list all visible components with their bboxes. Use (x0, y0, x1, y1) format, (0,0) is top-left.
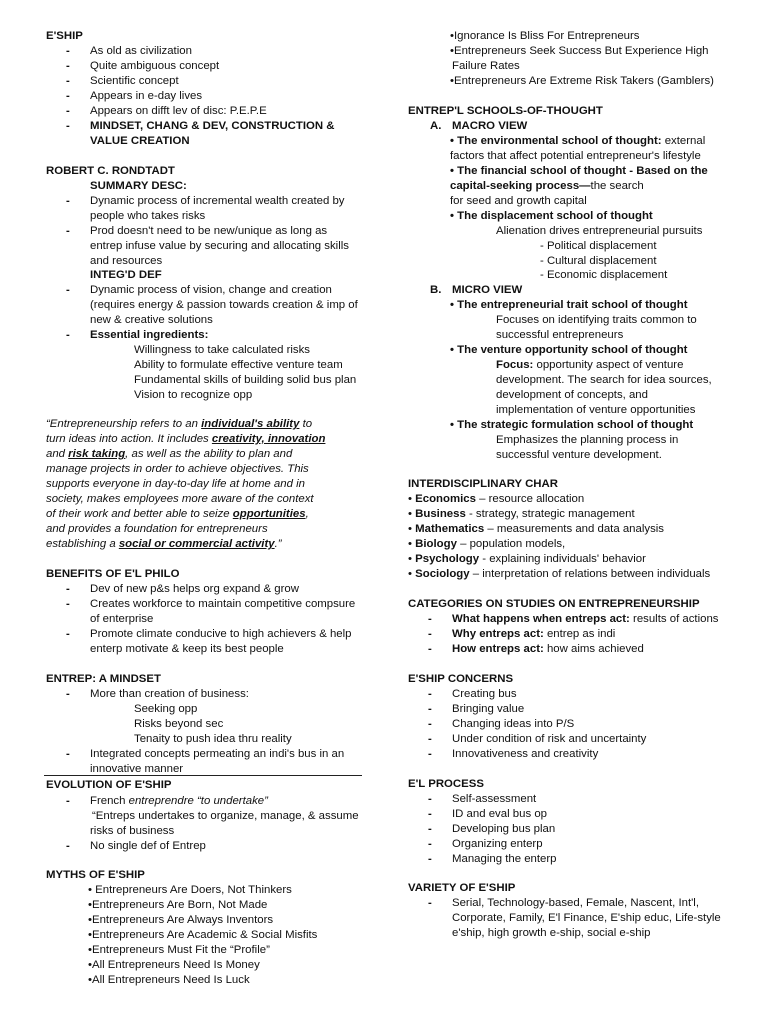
myth-item: •All Entrepreneurs Need Is Money (88, 959, 260, 971)
dash-bullet: - (428, 897, 432, 909)
school-item-cont: development. The search for idea sources, (496, 374, 712, 386)
dash-bullet: - (66, 795, 70, 807)
benefit-item-cont: of enterprise (90, 613, 154, 625)
rondtadt-heading: ROBERT C. RONDTADT (46, 165, 175, 177)
interdisc-item: • Mathematics – measurements and data analysis (408, 523, 664, 535)
dash-bullet: - (428, 613, 432, 625)
process-heading: E'L PROCESS (408, 778, 484, 790)
interdisc-heading: INTERDISCIPLINARY CHAR (408, 478, 558, 490)
macro-heading: MACRO VIEW (452, 120, 528, 132)
mindset-sub-item: Tenaity to push idea thru reality (134, 733, 292, 745)
ingredient-item: Fundamental skills of building solid bus plan (134, 374, 357, 386)
myth-item: •Ignorance Is Bliss For Entrepreneurs (450, 30, 640, 42)
ingredient-item: Willingness to take calculated risks (134, 344, 310, 356)
summary-item-cont: people who takes risks (90, 210, 206, 222)
quote-line: and provides a foundation for entrepreneurs (46, 523, 268, 535)
ingredient-item: Ability to formulate effective venture team (134, 359, 343, 371)
summary-item: Dynamic process of incremental wealth created by (90, 195, 345, 207)
dash-bullet: - (428, 838, 432, 850)
interdisc-item: • Economics – resource allocation (408, 493, 585, 505)
school-item-cont: capital-seeking process—the search (450, 180, 644, 192)
myths-heading: MYTHS OF E'SHIP (46, 869, 145, 881)
myth-item: •Entrepreneurs Must Fit the “Profile” (88, 944, 270, 956)
section-divider (44, 775, 362, 776)
eship-item: Appears in e-day lives (90, 90, 203, 102)
dash-bullet: - (66, 748, 70, 760)
process-item: ID and eval bus op (452, 808, 547, 820)
dash-bullet: - (66, 105, 70, 117)
dash-bullet: - (66, 628, 70, 640)
school-item-cont: factors that affect potential entrepreneur's lifestyle (450, 150, 701, 162)
dash-bullet: - (428, 853, 432, 865)
school-item-cont: Alienation drives entrepreneurial pursuits (496, 225, 703, 237)
school-item-cont: Focus: opportunity aspect of venture (496, 359, 684, 371)
eship-item: Appears on difft lev of disc: P.E.P.E (90, 105, 267, 117)
summary-item-cont: and resources (90, 255, 163, 267)
school-item: • The financial school of thought - Based on the (450, 165, 708, 177)
variety-item: Serial, Technology-based, Female, Nascent, Int'l, (452, 897, 699, 909)
quote-line: establishing a social or commercial activity.” (46, 538, 282, 550)
evolution-heading: EVOLUTION OF E'SHIP (46, 779, 172, 791)
myth-item: •Entrepreneurs Are Extreme Risk Takers (Gamblers) (450, 75, 714, 87)
dash-bullet: - (428, 808, 432, 820)
dash-bullet: - (428, 718, 432, 730)
school-item: • The venture opportunity school of thought (450, 344, 688, 356)
essential-heading: Essential ingredients: (90, 329, 209, 341)
dash-bullet: - (428, 733, 432, 745)
myth-item-cont: Failure Rates (452, 60, 520, 72)
process-item: Self-assessment (452, 793, 537, 805)
school-item-cont: implementation of venture opportunities (496, 404, 696, 416)
quote-line: turn ideas into action. It includes creativity, innovation (46, 433, 326, 445)
process-item: Organizing enterp (452, 838, 543, 850)
school-item-cont: successful venture development. (496, 449, 662, 461)
concern-item: Changing ideas into P/S (452, 718, 575, 730)
ingredient-item: Vision to recognize opp (134, 389, 253, 401)
macro-letter: A. (430, 120, 442, 132)
quote-line: society, makes employees more aware of the context (46, 493, 314, 505)
school-item-cont: Focuses on identifying traits common to (496, 314, 697, 326)
dash-bullet: - (66, 60, 70, 72)
dash-bullet: - (428, 748, 432, 760)
dash-bullet: - (428, 703, 432, 715)
summary-item: Prod doesn't need to be new/unique as long as (90, 225, 328, 237)
process-item: Developing bus plan (452, 823, 556, 835)
school-item: • The strategic formulation school of thought (450, 419, 694, 431)
mindset-sub-item: Risks beyond sec (134, 718, 224, 730)
mindset-item-cont: innovative manner (90, 763, 184, 775)
integ-item: Dynamic process of vision, change and creation (90, 284, 332, 296)
variety-item-cont: e'ship, high growth e-ship, social e-ship (452, 927, 651, 939)
dash-bullet: - (66, 195, 70, 207)
concern-item: Bringing value (452, 703, 525, 715)
dash-bullet: - (428, 628, 432, 640)
displacement-item: - Economic displacement (540, 269, 668, 281)
interdisc-item: • Business - strategy, strategic management (408, 508, 635, 520)
dash-bullet: - (66, 583, 70, 595)
dash-bullet: - (66, 688, 70, 700)
evolution-item-cont: risks of business (90, 825, 175, 837)
quote-line: of their work and better able to seize opportunities, (46, 508, 309, 520)
categories-heading: CATEGORIES ON STUDIES ON ENTREPRENEURSHIP (408, 598, 700, 610)
school-item: • The entrepreneurial trait school of thought (450, 299, 688, 311)
variety-item-cont: Corporate, Family, E'l Finance, E'ship educ, Life-style (452, 912, 721, 924)
dash-bullet: - (66, 45, 70, 57)
interdisc-item: • Psychology - explaining individuals' behavior (408, 553, 646, 565)
concern-item: Under condition of risk and uncertainty (452, 733, 647, 745)
dash-bullet: - (66, 75, 70, 87)
process-item: Managing the enterp (452, 853, 557, 865)
benefit-item-cont: enterp motivate & keep its best people (90, 643, 284, 655)
school-item-cont: Emphasizes the planning process in (496, 434, 679, 446)
school-item-cont: development of concepts, and (496, 389, 648, 401)
concern-item: Innovativeness and creativity (452, 748, 599, 760)
quote-line: and risk taking, as well as the ability to plan and (46, 448, 293, 460)
dash-bullet: - (66, 840, 70, 852)
myth-item: •Entrepreneurs Seek Success But Experience High (450, 45, 709, 57)
eship-heading: E'SHIP (46, 30, 83, 42)
myth-item: •All Entrepreneurs Need Is Luck (88, 974, 250, 986)
schools-heading: ENTREP'L SCHOOLS-OF-THOUGHT (408, 105, 603, 117)
summary-heading: SUMMARY DESC: (90, 180, 187, 192)
dash-bullet: - (66, 225, 70, 237)
dash-bullet: - (66, 598, 70, 610)
micro-heading: MICRO VIEW (452, 284, 523, 296)
dash-bullet: - (428, 643, 432, 655)
quote-line: “Entrepreneurship refers to an individual's ability to (46, 418, 313, 430)
displacement-item: - Cultural displacement (540, 255, 657, 267)
school-item-cont: successful entrepreneurs (496, 329, 624, 341)
integ-item-cont: new & creative solutions (90, 314, 213, 326)
variety-heading: VARIETY OF E'SHIP (408, 882, 516, 894)
category-item: Why entreps act: entrep as indi (452, 628, 616, 640)
quote-line: supports everyone in day-to-day life at home and in (46, 478, 305, 490)
quote-line: manage projects in order to achieve objectives. This (46, 463, 309, 475)
integ-item-cont: (requires energy & passion towards creation & imp of (90, 299, 358, 311)
integ-heading: INTEG'D DEF (90, 269, 162, 281)
interdisc-item: • Biology – population models, (408, 538, 566, 550)
school-item-cont: for seed and growth capital (450, 195, 587, 207)
myth-item: •Entrepreneurs Are Born, Not Made (88, 899, 268, 911)
school-item: • The displacement school of thought (450, 210, 653, 222)
mindset-item: Integrated concepts permeating an indi's bus in an (90, 748, 345, 760)
displacement-item: - Political displacement (540, 240, 657, 252)
eship-bold-item-cont: VALUE CREATION (90, 135, 190, 147)
dash-bullet: - (428, 688, 432, 700)
evolution-item-cont: “Entreps undertakes to organize, manage, & assume (92, 810, 359, 822)
concern-item: Creating bus (452, 688, 517, 700)
summary-item-cont: entrep infuse value by securing and allocating skills (90, 240, 349, 252)
eship-bold-item: MINDSET, CHANG & DEV, CONSTRUCTION & (90, 120, 335, 132)
category-item: How entreps act: how aims achieved (452, 643, 644, 655)
mindset-item: More than creation of business: (90, 688, 249, 700)
dash-bullet: - (66, 329, 70, 341)
category-item: What happens when entreps act: results of actions (452, 613, 719, 625)
benefit-item: Creates workforce to maintain competitive compsure (90, 598, 356, 610)
dash-bullet: - (66, 90, 70, 102)
dash-bullet: - (66, 120, 70, 132)
myth-item: •Entrepreneurs Are Academic & Social Misfits (88, 929, 318, 941)
mindset-heading: ENTREP: A MINDSET (46, 673, 161, 685)
dash-bullet: - (428, 793, 432, 805)
eship-item: As old as civilization (90, 45, 192, 57)
evolution-item: French entreprendre “to undertake” (90, 795, 268, 807)
school-item: • The environmental school of thought: external (450, 135, 706, 147)
eship-item: Scientific concept (90, 75, 179, 87)
benefit-item: Dev of new p&s helps org expand & grow (90, 583, 299, 595)
dash-bullet: - (428, 823, 432, 835)
interdisc-item: • Sociology – interpretation of relations between individuals (408, 568, 711, 580)
mindset-sub-item: Seeking opp (134, 703, 198, 715)
micro-letter: B. (430, 284, 442, 296)
myth-item: •Entrepreneurs Are Always Inventors (88, 914, 274, 926)
evolution-item: No single def of Entrep (90, 840, 206, 852)
dash-bullet: - (66, 284, 70, 296)
concerns-heading: E'SHIP CONCERNS (408, 673, 514, 685)
eship-item: Quite ambiguous concept (90, 60, 220, 72)
myth-item: • Entrepreneurs Are Doers, Not Thinkers (88, 884, 292, 896)
benefits-heading: BENEFITS OF E'L PHILO (46, 568, 180, 580)
benefit-item: Promote climate conducive to high achievers & help (90, 628, 352, 640)
